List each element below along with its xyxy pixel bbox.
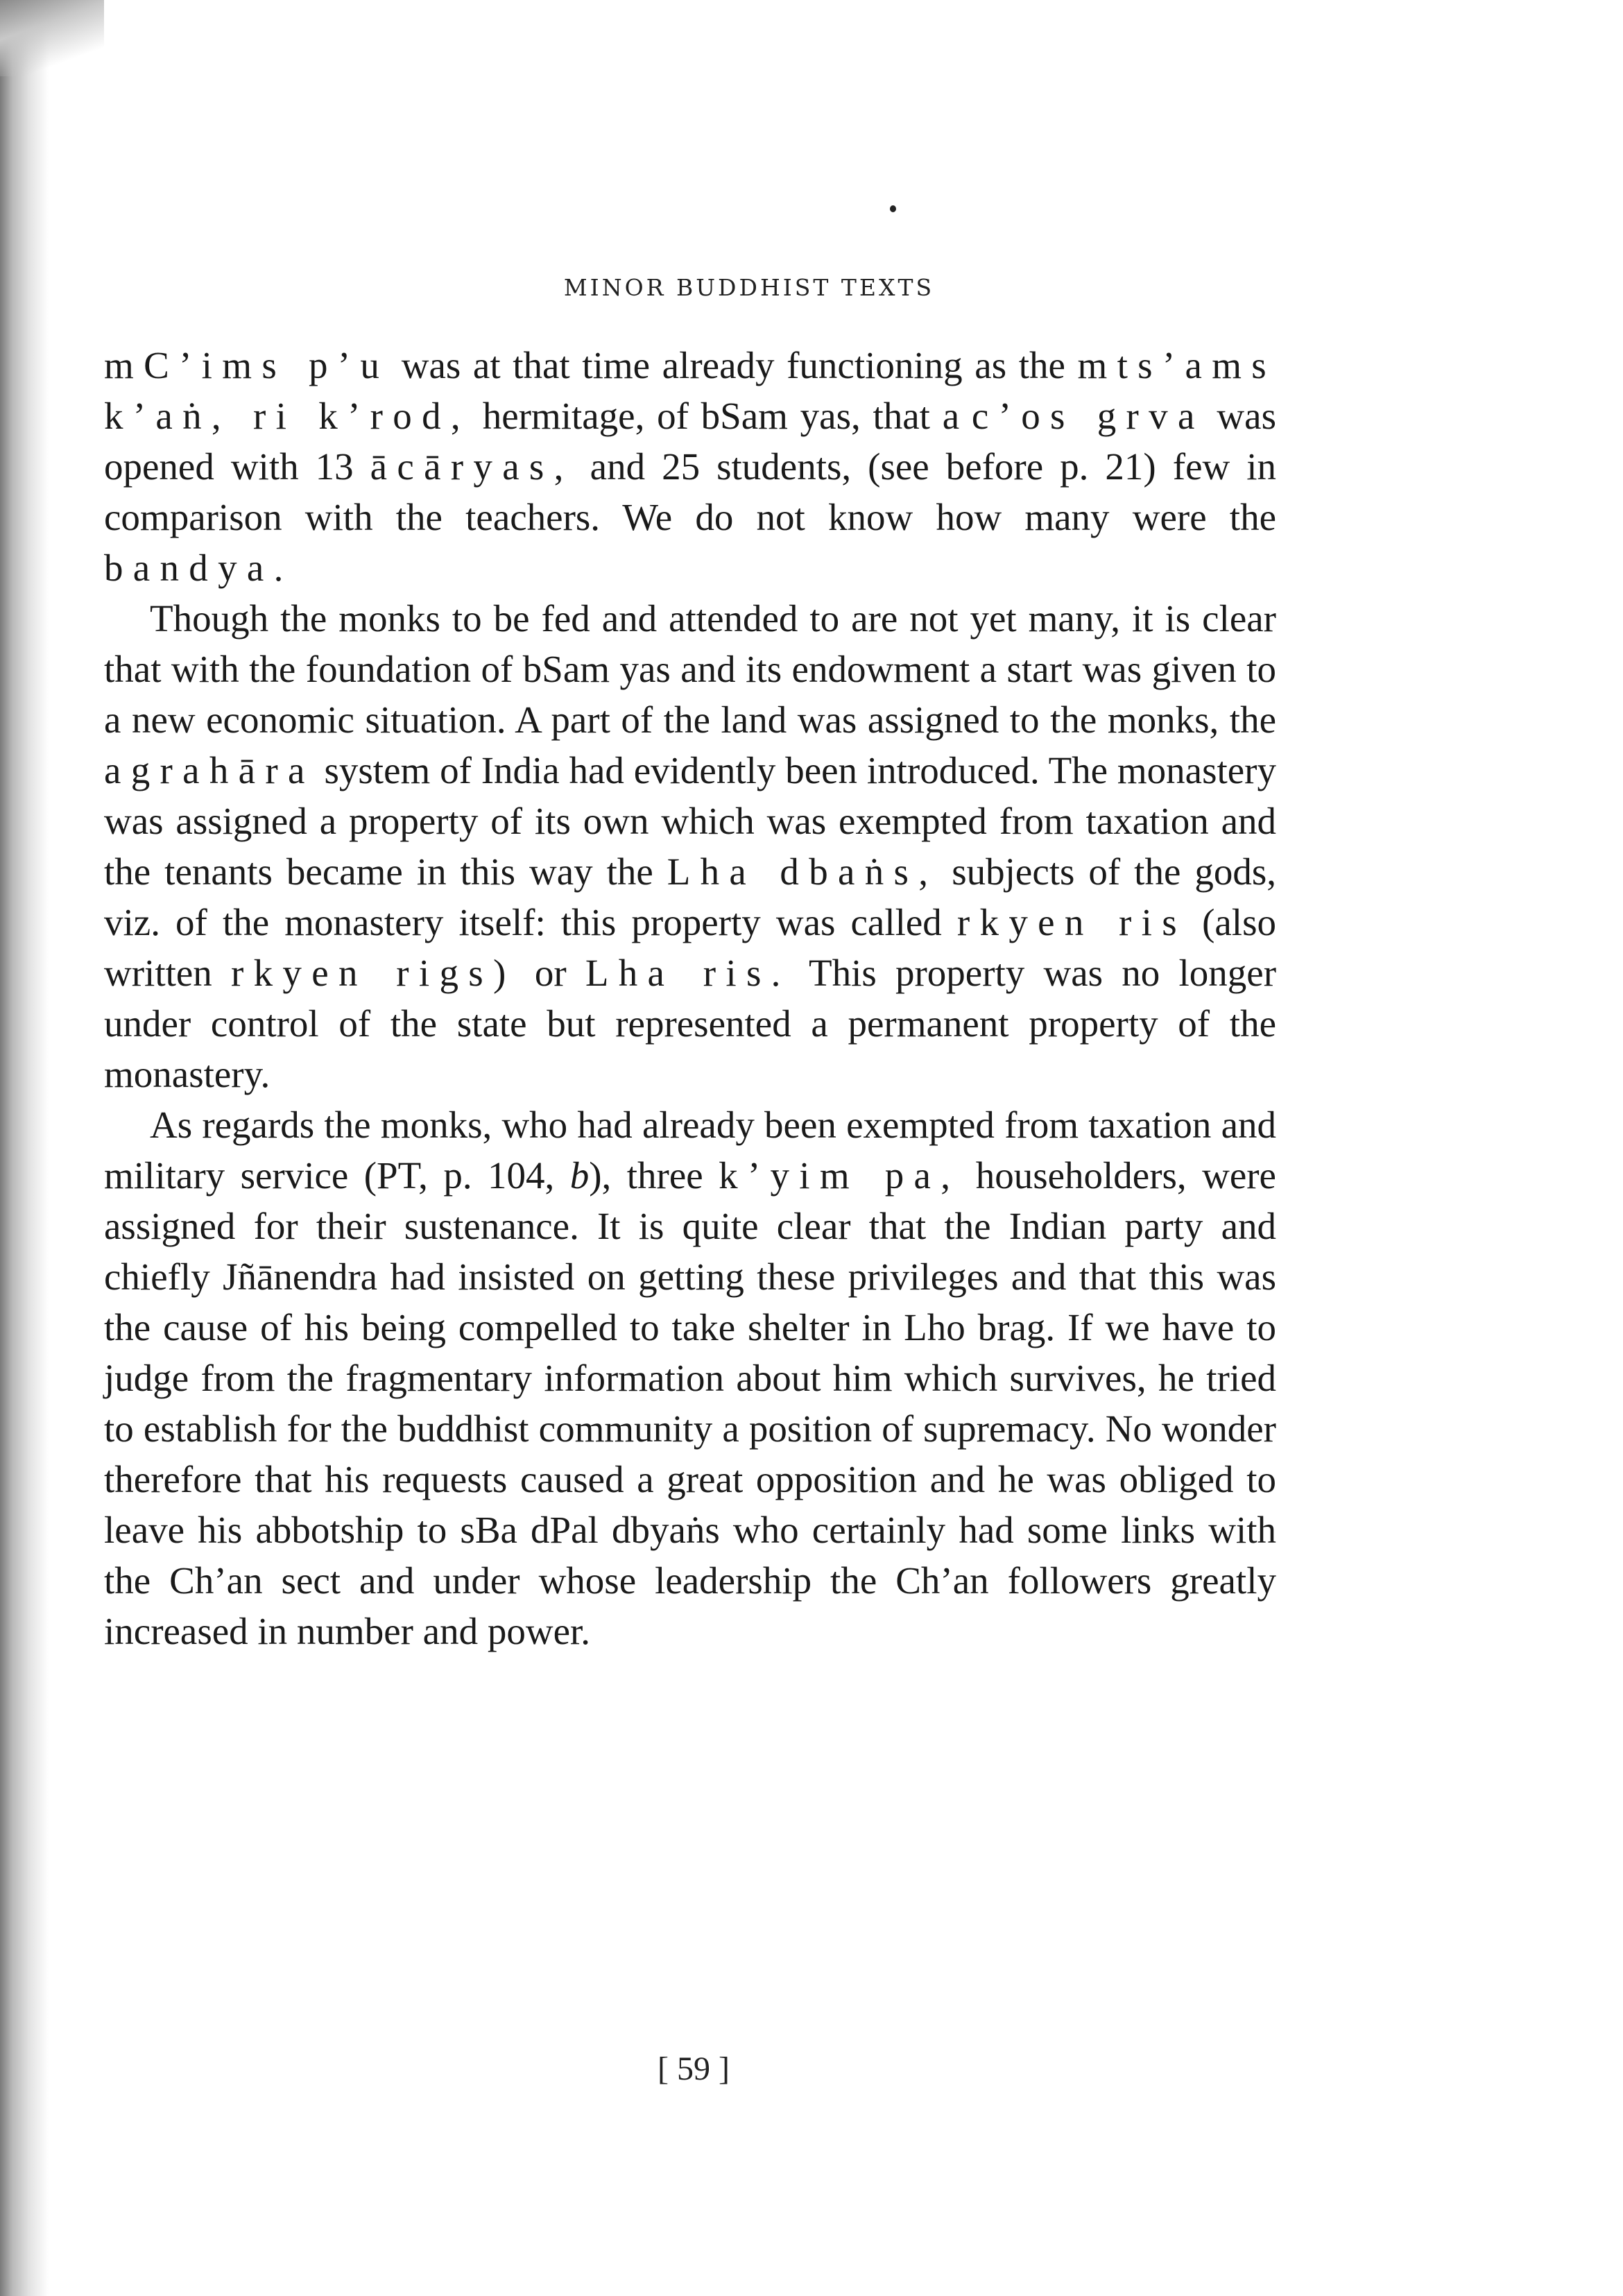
spaced-term: mts’ams k’aṅ, ri k’rod, [104,344,1276,437]
text-run: Though the monks to be fed and attended to are not yet many, it is clear that with the foundation of bSam yas and its endowment a start was given to a new economic situation. A part of the land was assigned to the monks, the [104,597,1276,741]
text-run: was at that time already functioning as the [389,344,1078,386]
text-run: householders, were assigned for their sustenance. It is quite clear that the Indian party and chiefly Jñānendra had insisted on getting these privileges and that this was the cause of his being compelled to take shelter in Lho brag. If we have to judge from the fragmentary information about him which survives, he tried to establish for the buddhist community a position of supremacy. No wonder therefore that his requests caused a great opposition and he was obliged to leave his abbotship to sBa dPal dbyaṅs who certainly had some links with the Ch’an sect and under whose leadership the Ch’an followers greatly increased in number and power. [104,1154,1276,1652]
text-run: system of India had evidently been introduced. The monastery was assigned a property of its own which was exempted from taxation and the tenants became in this way the [104,749,1276,893]
text-run: or [515,952,585,994]
paragraph-2 [104,593,1276,1099]
paragraph-3 [104,1099,1276,1656]
text-run: (also written [104,901,1276,994]
spaced-term: k’yim pa, [719,1154,961,1197]
text-run: was opened with 13 [104,395,1276,488]
text-run: subjects of the gods, viz. of the monastery itself: this property was called [104,850,1276,943]
spaced-term: agrahāra [104,749,315,791]
text-run: ), three [589,1154,719,1197]
spaced-term: Lha ris. [585,952,791,994]
spaced-term: ācāryas, [370,445,574,488]
italic-letter: b [569,1154,590,1197]
spaced-term: mC’ims p’u [104,344,390,386]
spaced-term: Lha dbaṅs, [667,850,938,893]
spaced-term: c’os grva [971,395,1205,437]
spaced-term: rkyen rigs) [231,952,516,994]
spaced-term: bandya. [104,547,293,589]
page-number: [ 59 ] [658,2050,730,2087]
paragraph-1 [104,340,1276,593]
spaced-term: rkyen ris [956,901,1187,943]
body-text [104,340,1276,1656]
ink-speck [890,205,896,212]
text-run: and 25 students, (see before p. 21) few in comparison with the teachers. We do not know how many were the [104,445,1276,538]
page-edge-shadow [0,0,49,2296]
text-run: As regards the monks, who had already been exempted from taxation and military service (PT, p. 104, [104,1104,1276,1197]
page-corner-shadow [0,0,104,76]
text-run: This property was no longer under control of the state but represented a permanent property of the monastery. [104,952,1277,1095]
text-run: hermitage, of bSam yas, that a [470,395,972,437]
running-head: MINOR BUDDHIST TEXTS [563,274,935,301]
